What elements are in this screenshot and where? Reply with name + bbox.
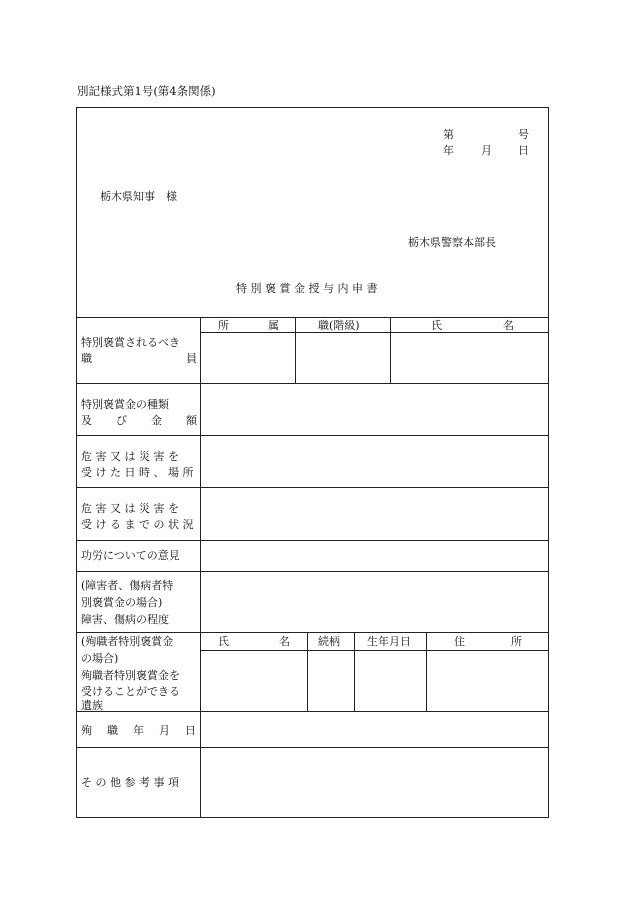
rule-staff-col2 xyxy=(390,317,391,383)
bereaved-col-name-b: 名 xyxy=(279,635,290,648)
rule-after-harm-situation xyxy=(76,540,549,541)
col-rank: 職(階級) xyxy=(318,319,360,332)
staff-label-line1: 特別褒賞されるべき xyxy=(81,336,180,349)
staff-label-line2b: 員 xyxy=(186,352,197,365)
award-label-c4: 額 xyxy=(186,414,197,427)
bereaved-col-relation: 続柄 xyxy=(318,635,340,648)
rule-after-award xyxy=(76,435,549,436)
rule-bereaved-header xyxy=(200,650,549,651)
number-go: 号 xyxy=(518,128,529,141)
harm-situation-line2: 受 け る ま で の 状 況 xyxy=(81,518,194,531)
rule-bereaved-col1 xyxy=(307,632,308,711)
disability-line1: (障害者、傷病者特 xyxy=(81,579,174,592)
col-name-a: 氏 xyxy=(431,319,442,332)
rule-bereaved-col2 xyxy=(354,632,355,711)
rule-bereaved-col3 xyxy=(426,632,427,711)
rule-after-staff xyxy=(76,383,549,384)
bereaved-line5: 遺族 xyxy=(81,699,103,712)
harm-time-line2: 受 け た 日 時 、 場 所 xyxy=(81,466,194,479)
rule-staff-header xyxy=(200,332,549,333)
date-day: 日 xyxy=(518,144,529,157)
bereaved-col-birth: 生年月日 xyxy=(367,635,411,648)
rule-staff-col1 xyxy=(295,317,296,383)
rule-top-table xyxy=(76,317,549,318)
date-month: 月 xyxy=(481,144,492,157)
harm-situation-line1: 危 害 又 は 災 害 を xyxy=(81,502,179,515)
bereaved-line4: 受けることができる xyxy=(81,685,180,698)
disability-line3: 障害、傷病の程度 xyxy=(81,613,169,626)
form-label: 別記様式第1号(第4条関係) xyxy=(77,84,216,98)
death-date-c5: 日 xyxy=(185,724,196,737)
bereaved-col-name-a: 氏 xyxy=(218,635,229,648)
rule-after-bereaved xyxy=(76,711,549,712)
document-title: 特 別 褒 賞 金 授 与 内 申 書 xyxy=(236,282,378,295)
death-date-c4: 月 xyxy=(159,724,170,737)
addressee: 栃木県知事 様 xyxy=(100,190,177,203)
rule-after-death-date xyxy=(76,747,549,748)
death-date-c1: 殉 xyxy=(81,724,92,737)
harm-time-line1: 危 害 又 は 災 害 を xyxy=(81,450,179,463)
bereaved-line2: の場合) xyxy=(81,652,119,665)
disability-line2: 別褒賞金の場合) xyxy=(81,596,163,609)
death-date-c3: 年 xyxy=(133,724,144,737)
death-date-c2: 職 xyxy=(107,724,118,737)
col-dept-a: 所 xyxy=(218,319,229,332)
rule-after-harm-time xyxy=(76,487,549,488)
bereaved-line1: (殉職者特別褒賞金 xyxy=(81,635,174,648)
number-dai: 第 xyxy=(443,128,454,141)
award-label-line1: 特別褒賞金の種類 xyxy=(81,398,169,411)
other-label: そ の 他 参 考 事 項 xyxy=(81,776,179,789)
merit-label: 功労についての意見 xyxy=(81,549,180,562)
rule-after-disability xyxy=(76,632,549,633)
bereaved-col-address-b: 所 xyxy=(511,635,522,648)
bereaved-line3: 殉職者特別褒賞金を xyxy=(81,669,180,682)
rule-label-column xyxy=(200,317,201,818)
rule-after-merit xyxy=(76,571,549,572)
award-label-c3: 金 xyxy=(151,414,162,427)
date-year: 年 xyxy=(443,144,454,157)
col-name-b: 名 xyxy=(503,319,514,332)
col-dept-b: 属 xyxy=(268,319,279,332)
sender: 栃木県警察本部長 xyxy=(408,236,496,249)
award-label-c2: び xyxy=(116,414,127,427)
award-label-c1: 及 xyxy=(81,414,92,427)
staff-label-line2a: 職 xyxy=(81,352,92,365)
bereaved-col-address-a: 住 xyxy=(454,635,465,648)
